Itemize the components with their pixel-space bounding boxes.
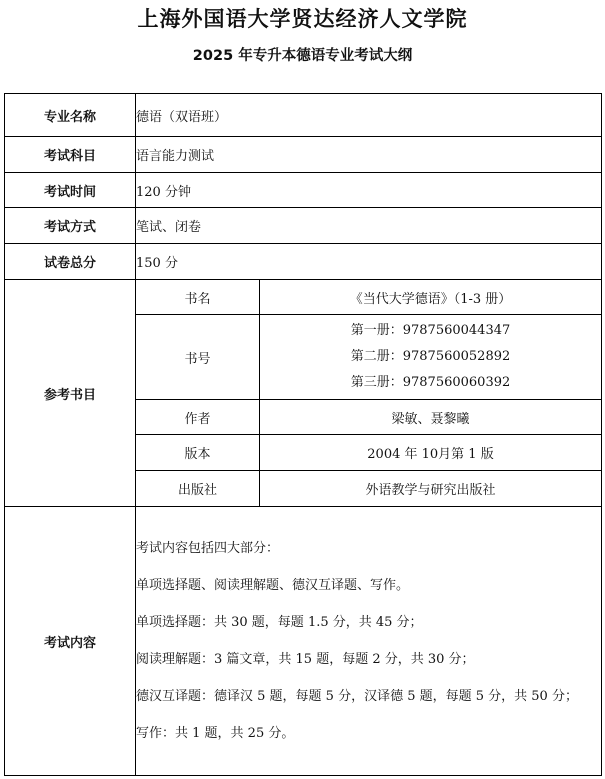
method-label: 考试方式 [5, 208, 136, 244]
content-line: 单项选择题、阅读理解题、德汉互译题、写作。 [136, 578, 410, 593]
subject-value: 语言能力测试 [136, 137, 602, 173]
row-duration [5, 173, 602, 208]
publisher-label: 出版社 [136, 471, 260, 507]
isbn-line: 第三册：9787560060392 [350, 375, 511, 390]
isbn-list [260, 315, 602, 400]
isbn-line: 第一册：9787560044347 [350, 323, 511, 338]
row-book-name [5, 280, 602, 315]
document-title: 上海外国语大学贤达经济人文学院 [137, 7, 468, 31]
duration-label: 考试时间 [5, 173, 136, 208]
row-method [5, 208, 602, 244]
major-label: 专业名称 [5, 94, 136, 137]
exam-outline-table [4, 93, 602, 776]
method-value: 笔试、闭卷 [136, 208, 602, 244]
edition-label: 版本 [136, 435, 260, 471]
book-name-value: 《当代大学德语》（1-3 册） [260, 280, 602, 315]
content-line: 阅读理解题：3 篇文章，共 15 题，每题 2 分，共 30 分； [136, 652, 475, 667]
reference-label: 参考书目 [5, 280, 136, 507]
row-score [5, 244, 602, 280]
document-subtitle: 2025 年专升本德语专业考试大纲 [192, 48, 413, 64]
duration-value: 120 分钟 [136, 173, 602, 208]
content-line: 德汉互译题：德译汉 5 题，每题 5 分，汉译德 5 题，每题 5 分，共 50 分； [136, 689, 578, 704]
content-label: 考试内容 [5, 507, 136, 776]
content-body [136, 507, 602, 776]
book-name-label: 书名 [136, 280, 260, 315]
subject-label: 考试科目 [5, 137, 136, 173]
author-value: 梁敏、聂黎曦 [260, 400, 602, 435]
row-major [5, 94, 602, 137]
publisher-value: 外语教学与研究出版社 [260, 471, 602, 507]
isbn-label: 书号 [136, 315, 260, 400]
score-value: 150 分 [136, 244, 602, 280]
row-subject [5, 137, 602, 173]
author-label: 作者 [136, 400, 260, 435]
isbn-line: 第二册：9787560052892 [350, 349, 511, 364]
content-line: 考试内容包括四大部分： [136, 541, 280, 556]
row-content [5, 507, 602, 776]
content-line: 写作：共 1 题，共 25 分。 [136, 726, 295, 741]
content-line: 单项选择题：共 30 题，每题 1.5 分，共 45 分； [136, 615, 423, 630]
major-value: 德语（双语班） [136, 94, 602, 137]
score-label: 试卷总分 [5, 244, 136, 280]
edition-value: 2004 年 10月第 1 版 [260, 435, 602, 471]
